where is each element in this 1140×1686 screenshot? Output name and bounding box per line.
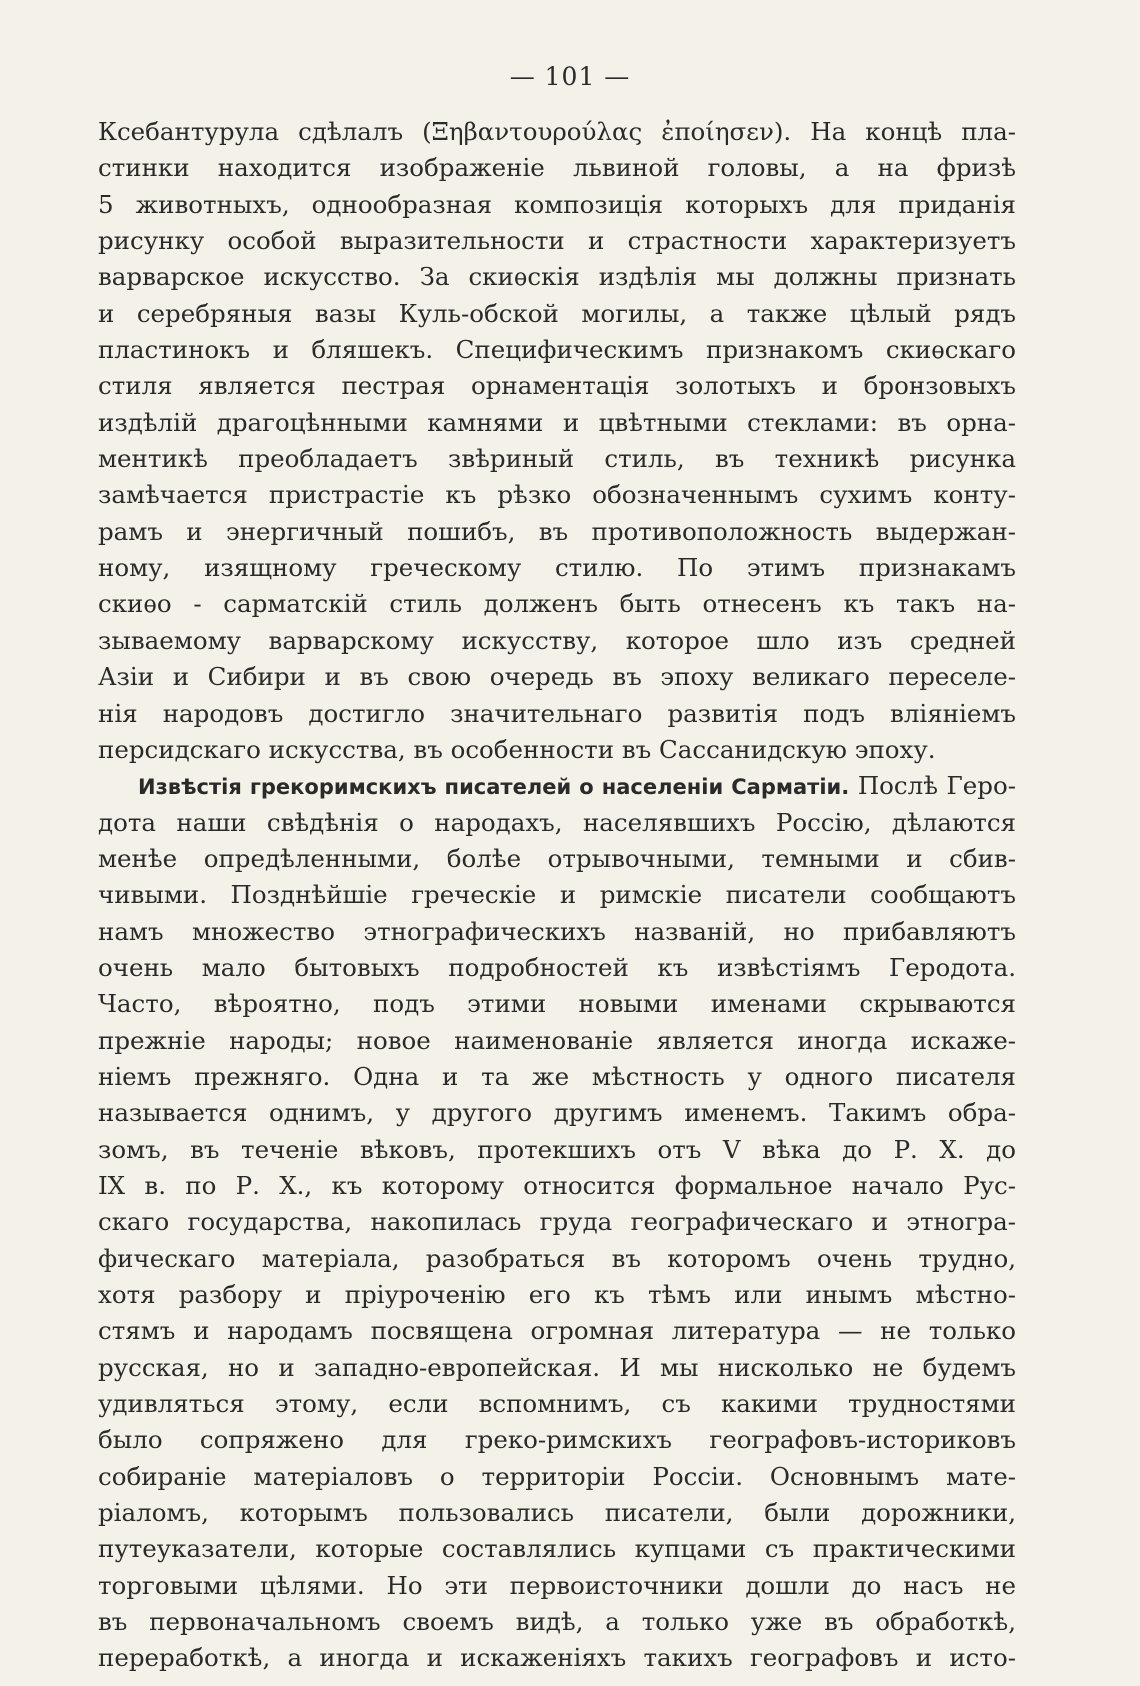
- text-line: ному, изящному греческому стилю. По этимъ признакамъ: [98, 553, 1016, 583]
- text-line: стямъ и народамъ посвящена огромная литература — не только: [98, 1316, 1016, 1346]
- text-line: менѣе опредѣленными, болѣе отрывочными, темными и сбив-: [98, 843, 1016, 873]
- text-line: стинки находится изображеніе львиной головы, а на фризѣ: [98, 153, 1016, 183]
- text-line: переработкѣ, а иногда и искаженіяхъ такихъ географовъ и исто-: [98, 1643, 1016, 1673]
- text-line: и серебряныя вазы Куль-обской могилы, а также цѣлый рядъ: [98, 298, 1016, 328]
- text-line: рамъ и энергичный пошибъ, въ противоположность выдержан-: [98, 516, 1016, 546]
- text-line: Азіи и Сибири и въ свою очередь въ эпоху великаго переселе-: [98, 662, 1016, 692]
- text-line: 5 животныхъ, однообразная композиція которыхъ для приданія: [98, 189, 1016, 219]
- text-line: хотя разбору и пріуроченію его къ тѣмъ или инымъ мѣстно-: [98, 1280, 1016, 1309]
- text-line: удивляться этому, если вспомнимъ, съ какими трудностями: [98, 1389, 1016, 1419]
- text-line: ніемъ прежняго. Одна и та же мѣстность у одного писателя: [98, 1061, 1016, 1091]
- text-line: варварское искусство. За скиѳскія издѣлія мы должны признать: [98, 262, 1016, 292]
- text-line: стиля является пестрая орнаментація золотыхъ и бронзовыхъ: [98, 371, 1016, 401]
- page-number: — 101 —: [509, 62, 631, 91]
- text-line: русская, но и западно-европейская. И мы нисколько не будемъ: [98, 1352, 1016, 1382]
- text-line: пластинокъ и бляшекъ. Специфическимъ признакомъ скиѳскаго: [98, 335, 1016, 365]
- section-heading-line: [98, 768, 1016, 804]
- text-line: собираніе матеріаловъ о территоріи Россіи. Основнымъ мате-: [98, 1461, 1016, 1491]
- text-line: чивыми. Позднѣйшіе греческіе и римскіе писатели сообщаютъ: [98, 880, 1016, 910]
- text-line: зываемому варварскому искусству, которое шло изъ средней: [98, 625, 1016, 655]
- text-line: дота наши свѣдѣнія о народахъ, населявшихъ Россію, дѣлаются: [98, 807, 1016, 837]
- text-line: ментикѣ преобладаетъ звѣриный стиль, въ техникѣ рисунка: [98, 444, 1016, 474]
- text-line: фическаго матеріала, разобраться въ которомъ очень трудно,: [98, 1243, 1016, 1273]
- section-heading: Извѣстія грекоримскихъ писателей о населеніи Сарматіи.: [138, 775, 850, 800]
- text-line: очень мало бытовыхъ подробностей къ извѣстіямъ Геродота.: [98, 952, 1016, 982]
- text-line: издѣлій драгоцѣнными камнями и цвѣтными стеклами: въ орна-: [98, 407, 1016, 437]
- text-line: скаго государства, накопилась груда географическаго и этногра-: [98, 1207, 1016, 1237]
- text-line: называется однимъ, у другого другимъ именемъ. Такимъ обра-: [98, 1098, 1016, 1128]
- text-line: прежніе народы; новое наименованіе является иногда искаже-: [98, 1025, 1016, 1055]
- text-line: Часто, вѣроятно, подъ этими новыми именами скрываются: [98, 989, 1016, 1019]
- text-line: было сопряжено для греко-римскихъ географовъ-историковъ: [98, 1425, 1016, 1455]
- text-line: зомъ, въ теченіе вѣковъ, протекшихъ отъ V вѣка до Р. Х. до: [98, 1134, 1016, 1164]
- text-line: въ первоначальномъ своемъ видѣ, а только уже въ обработкѣ,: [98, 1607, 1016, 1637]
- text-line: ріаломъ, которымъ пользовались писатели, были дорожники,: [98, 1498, 1016, 1528]
- text-line: намъ множество этнографическихъ названій, но прибавляютъ: [98, 916, 1016, 946]
- text-line: Ксебантурула сдѣлалъ (Ξηβαντουρούλας ἐποίησεν). На концѣ пла-: [98, 117, 1016, 146]
- text-line: рисунку особой выразительности и страстности характеризуетъ: [98, 226, 1016, 256]
- heading-tail-text: Послѣ Геро-: [857, 771, 1016, 801]
- text-line: IX в. по Р. Х., къ которому относится формальное начало Рус-: [98, 1170, 1016, 1200]
- text-line: замѣчается пристрастіе къ рѣзко обозначеннымъ сухимъ конту-: [98, 480, 1016, 510]
- text-line: скиѳо - сарматскій стиль долженъ быть отнесенъ къ такъ на-: [98, 589, 1016, 619]
- text-body: [98, 114, 1016, 1677]
- text-line: персидскаго искусства, въ особенности въ Сассанидскую эпоху.: [98, 734, 936, 764]
- text-line: торговыми цѣлями. Но эти первоисточники дошли до насъ не: [98, 1570, 1016, 1600]
- text-line: путеуказатели, которые составлялись купцами съ практическими: [98, 1534, 1016, 1564]
- text-line: нія народовъ достигло значительнаго развитія подъ вліяніемъ: [98, 698, 1016, 728]
